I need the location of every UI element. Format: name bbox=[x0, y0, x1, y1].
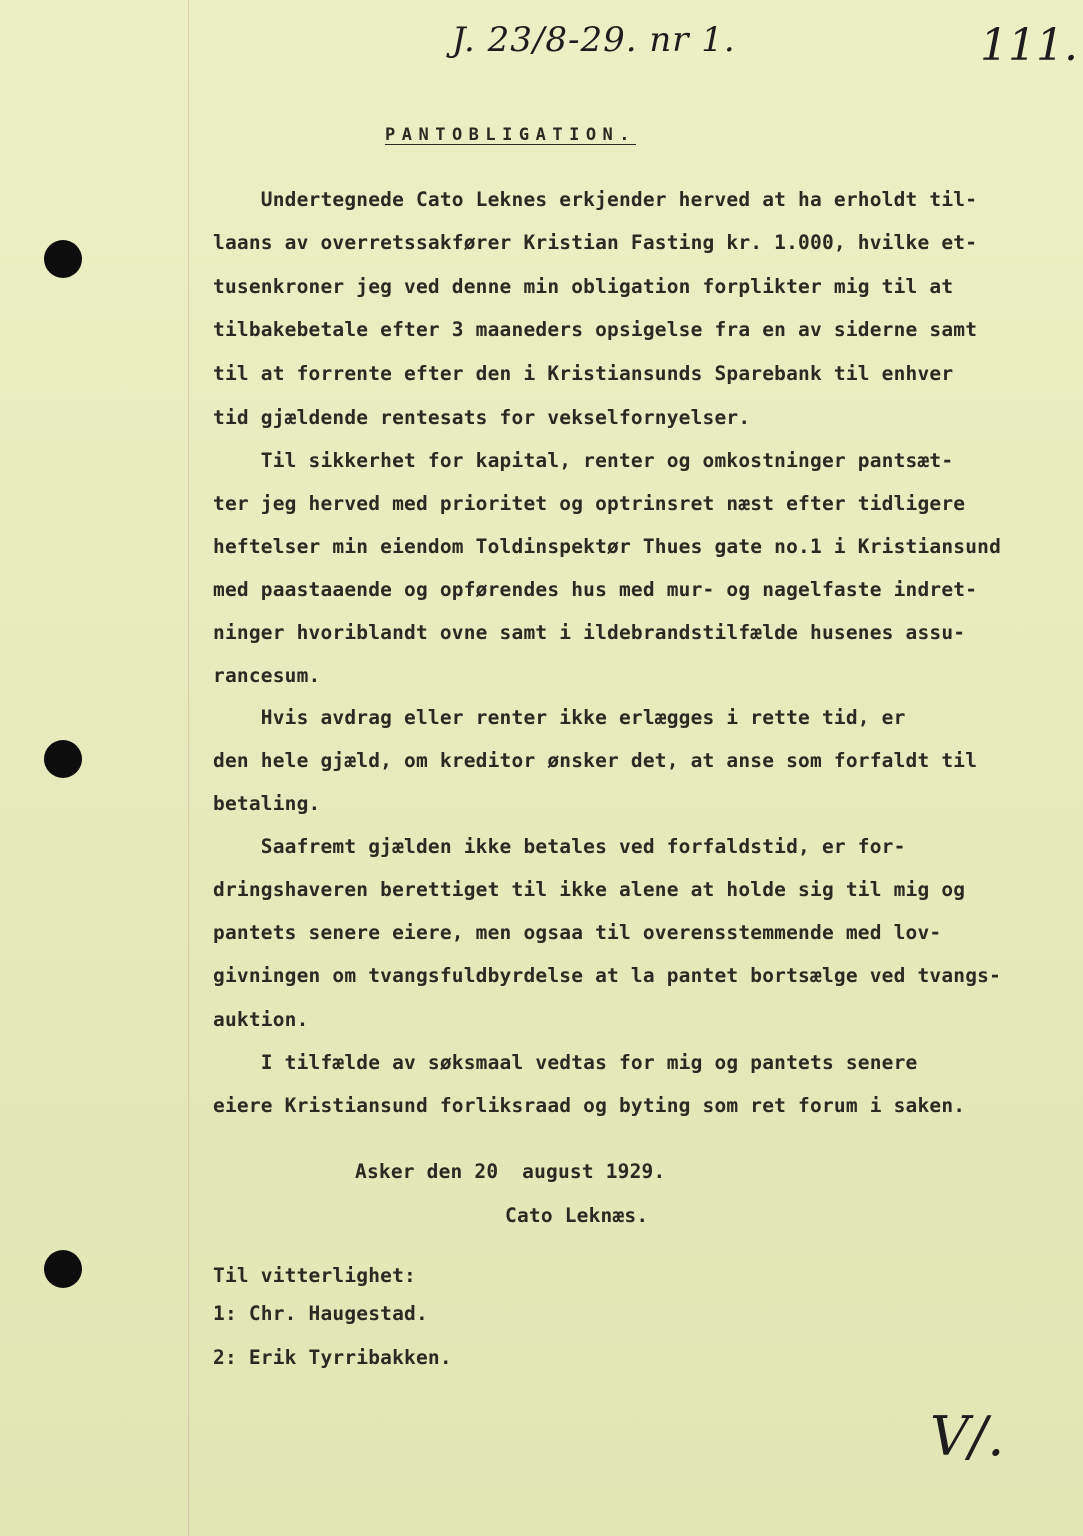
text-line: pantets senere eiere, men ogsaa til overensstemmende med lov- bbox=[213, 921, 942, 944]
text-line: ter jeg herved med prioritet og optrinsret næst efter tidligere bbox=[213, 492, 966, 515]
text-line: tilbakebetale efter 3 maaneders opsigelse fra en av siderne samt bbox=[213, 318, 978, 341]
text-line: Til sikkerhet for kapital, renter og omkostninger pantsæt- bbox=[213, 449, 954, 472]
text-line: laans av overretssakfører Kristian Fasting kr. 1.000, hvilke et- bbox=[213, 231, 978, 254]
text-line: betaling. bbox=[213, 792, 321, 815]
text-line: Undertegnede Cato Leknes erkjender herved at ha erholdt til- bbox=[213, 188, 978, 211]
text-line: Saafremt gjælden ikke betales ved forfaldstid, er for- bbox=[213, 835, 906, 858]
text-line: den hele gjæld, om kreditor ønsker det, at anse som forfaldt til bbox=[213, 749, 978, 772]
text-line: givningen om tvangsfuldbyrdelse at la pantet bortsælge ved tvangs- bbox=[213, 964, 1002, 987]
place-date: Asker den 20 august 1929. bbox=[355, 1160, 666, 1183]
text-line: tusenkroner jeg ved denne min obligation forplikter mig til at bbox=[213, 275, 954, 298]
witness-heading: Til vitterlighet: bbox=[213, 1264, 416, 1287]
handwritten-header-note: J. 23/8-29. nr 1. bbox=[452, 20, 736, 60]
text-line: til at forrente efter den i Kristiansunds Sparebank til enhver bbox=[213, 362, 954, 385]
punch-hole-bottom bbox=[44, 1250, 82, 1288]
text-line: tid gjældende rentesats for vekselfornyelser. bbox=[213, 406, 751, 429]
text-line: rancesum. bbox=[213, 664, 321, 687]
text-line: dringshaveren berettiget til ikke alene at holde sig til mig og bbox=[213, 878, 966, 901]
signatory-name: Cato Leknæs. bbox=[505, 1204, 649, 1227]
document-title: PANTOBLIGATION. bbox=[385, 125, 637, 145]
text-line: ninger hvoriblandt ovne samt i ildebrandstilfælde husenes assu- bbox=[213, 621, 966, 644]
witness-1: 1: Chr. Haugestad. bbox=[213, 1302, 428, 1325]
punch-hole-top bbox=[44, 240, 82, 278]
text-line: eiere Kristiansund forliksraad og byting som ret forum i saken. bbox=[213, 1094, 966, 1117]
text-line: Hvis avdrag eller renter ikke erlægges i rette tid, er bbox=[213, 706, 906, 729]
witness-2: 2: Erik Tyrribakken. bbox=[213, 1346, 452, 1369]
handwritten-page-number: 111. bbox=[980, 20, 1078, 71]
text-line: auktion. bbox=[213, 1008, 309, 1031]
text-line: med paastaaende og opførendes hus med mur- og nagelfaste indret- bbox=[213, 578, 978, 601]
text-line: I tilfælde av søksmaal vedtas for mig og pantets senere bbox=[213, 1051, 918, 1074]
margin-line bbox=[188, 0, 189, 1536]
punch-hole-middle bbox=[44, 740, 82, 778]
text-line: heftelser min eiendom Toldinspektør Thues gate no.1 i Kristiansund bbox=[213, 535, 1002, 558]
handwritten-initials: V/. bbox=[930, 1405, 1005, 1468]
